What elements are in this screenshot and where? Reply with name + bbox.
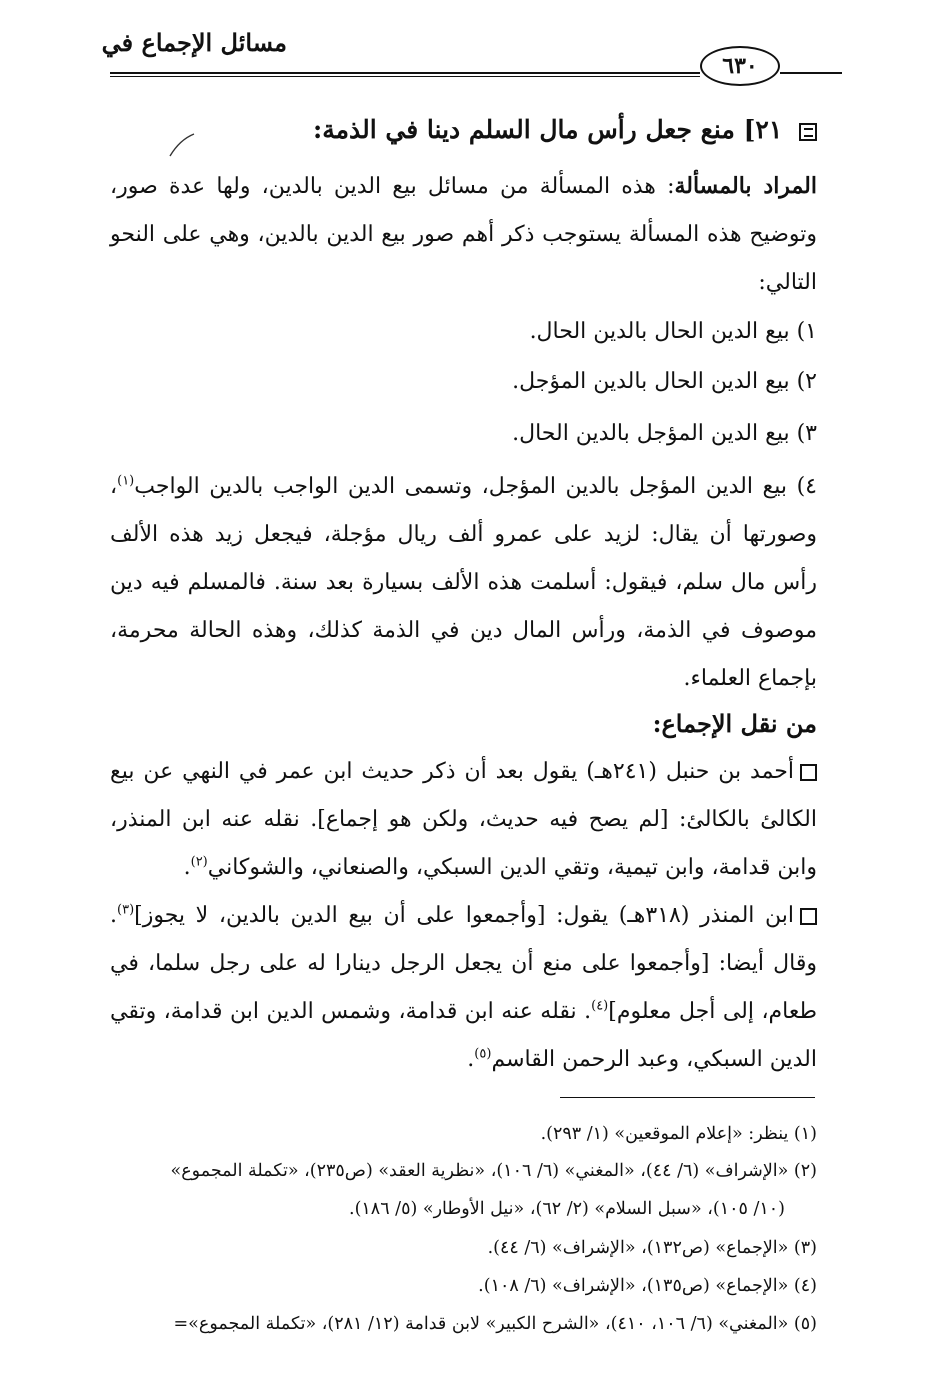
checkbox-bullet-icon (800, 908, 817, 925)
footnote-separator (560, 1097, 815, 1098)
section-heading (110, 106, 817, 154)
quote1-text: أحمد بن حنبل (٢٤١هـ) يقول بعد أن ذكر حديث ابن عمر في النهي عن بيع الكالئ بالكالئ: [لم يصح فيه حديث، ولكن هو إجماع]. نقله عنه ابن المنذر، وابن قدامة، وابن تيمية، وتقي الدين السبكي، والصنعاني، والشوكاني (110, 759, 817, 880)
checkbox-bullet-icon (800, 764, 817, 781)
quote2-text-a: ابن المنذر (٣١٨هـ) يقول: [وأجمعوا على أن بيع الدين بالدين، لا يجوز] (134, 903, 794, 928)
intro-text: : هذه المسألة من مسائل بيع الدين بالدين، ولها عدة صور، وتوضيح هذه المسألة يستوجب ذكر أهم صور بيع الدين بالدين، وهي على النحو التالي: (110, 174, 817, 295)
intro-paragraph (110, 162, 817, 307)
section-title: منع جعل رأس مال السلم دينا في الذمة: (313, 115, 735, 144)
footnote: (٢) «الإشراف» (٦/ ٤٤)، «المغني» (٦/ ١٠٦)، «نظرية العقد» (ص٢٣٥)، «تكملة المجموع» (170, 1161, 817, 1181)
list-item: ٣) بيع الدين المؤجل بالدين الحال. (512, 421, 817, 446)
footnote-ref: (٥) (474, 1046, 492, 1062)
footnote: (٥) «المغني» (٦/ ١٠٦، ٤١٠)، «الشرح الكبير» لابن قدامة (١٢/ ٢٨١)، «تكملة المجموع»= (173, 1314, 817, 1334)
quote1-period: . (183, 855, 191, 880)
header-rule-right (780, 72, 842, 74)
running-header-title: مسائل الإجماع في (101, 28, 287, 57)
header-rule-thin (110, 76, 700, 77)
footnote-ref: (١) (117, 473, 135, 489)
item4-text-a: ٤) بيع الدين المؤجل بالدين المؤجل، وتسمى الدين الواجب بالدين الواجب (134, 474, 817, 499)
header-rule (110, 72, 700, 74)
intro-label: المراد بالمسألة (674, 173, 817, 199)
footnote: (٤) «الإجماع» (ص١٣٥)، «الإشراف» (٦/ ١٠٨). (478, 1276, 817, 1296)
consensus-quote-1 (110, 748, 817, 892)
section-number: ٢١] (743, 115, 783, 144)
footnote: (١) ينظر: «إعلام الموقعين» (١/ ٢٩٣). (540, 1124, 817, 1144)
quote2-text-c: . نقله عنه ابن قدامة، وشمس الدين ابن قدامة، وتقي الدين السبكي، وعبد الرحمن القاسم (110, 999, 817, 1072)
list-item: ١) بيع الدين الحال بالدين الحال. (529, 319, 817, 344)
subheading: من نقل الإجماع: (652, 709, 817, 738)
section-marker-icon (799, 123, 817, 141)
footnote-ref: (٣) (117, 902, 135, 918)
quote2-period: . (467, 1047, 475, 1072)
consensus-quote-2 (110, 892, 817, 1084)
list-item: ٢) بيع الدين الحال بالدين المؤجل. (512, 369, 817, 394)
page-number-badge: ٦٣٠ (700, 46, 780, 86)
footnote-ref: (٤) (591, 998, 609, 1014)
quote2-text-b: . وقال أيضا: [وأجمعوا على منع أن يجعل الرجل دينارا له على رجل سلما، في طعام، إلى أجل معلوم] (110, 903, 817, 1024)
list-item-4 (110, 463, 817, 703)
item4-text-b: ، وصورتها أن يقال: لزيد على عمرو ألف ريال مؤجلة، فيجعل زيد هذه الألف رأس مال سلم، فيقول: أسلمت هذه الألف بسيارة بعد سنة. فالمسلم فيه دين موصوف في الذمة، ورأس المال دين في الذمة كذلك، وهذه الحالة محرمة، بإجماع العلماء. (110, 474, 817, 691)
footnote: (٣) «الإجماع» (ص١٣٢)، «الإشراف» (٦/ ٤٤). (487, 1238, 817, 1258)
footnote-continuation: (١٠/ ١٠٥)، «سبل السلام» (٢/ ٦٢)، «نيل الأوطار» (٥/ ١٨٦). (349, 1199, 785, 1219)
footnote-ref: (٢) (190, 854, 208, 870)
